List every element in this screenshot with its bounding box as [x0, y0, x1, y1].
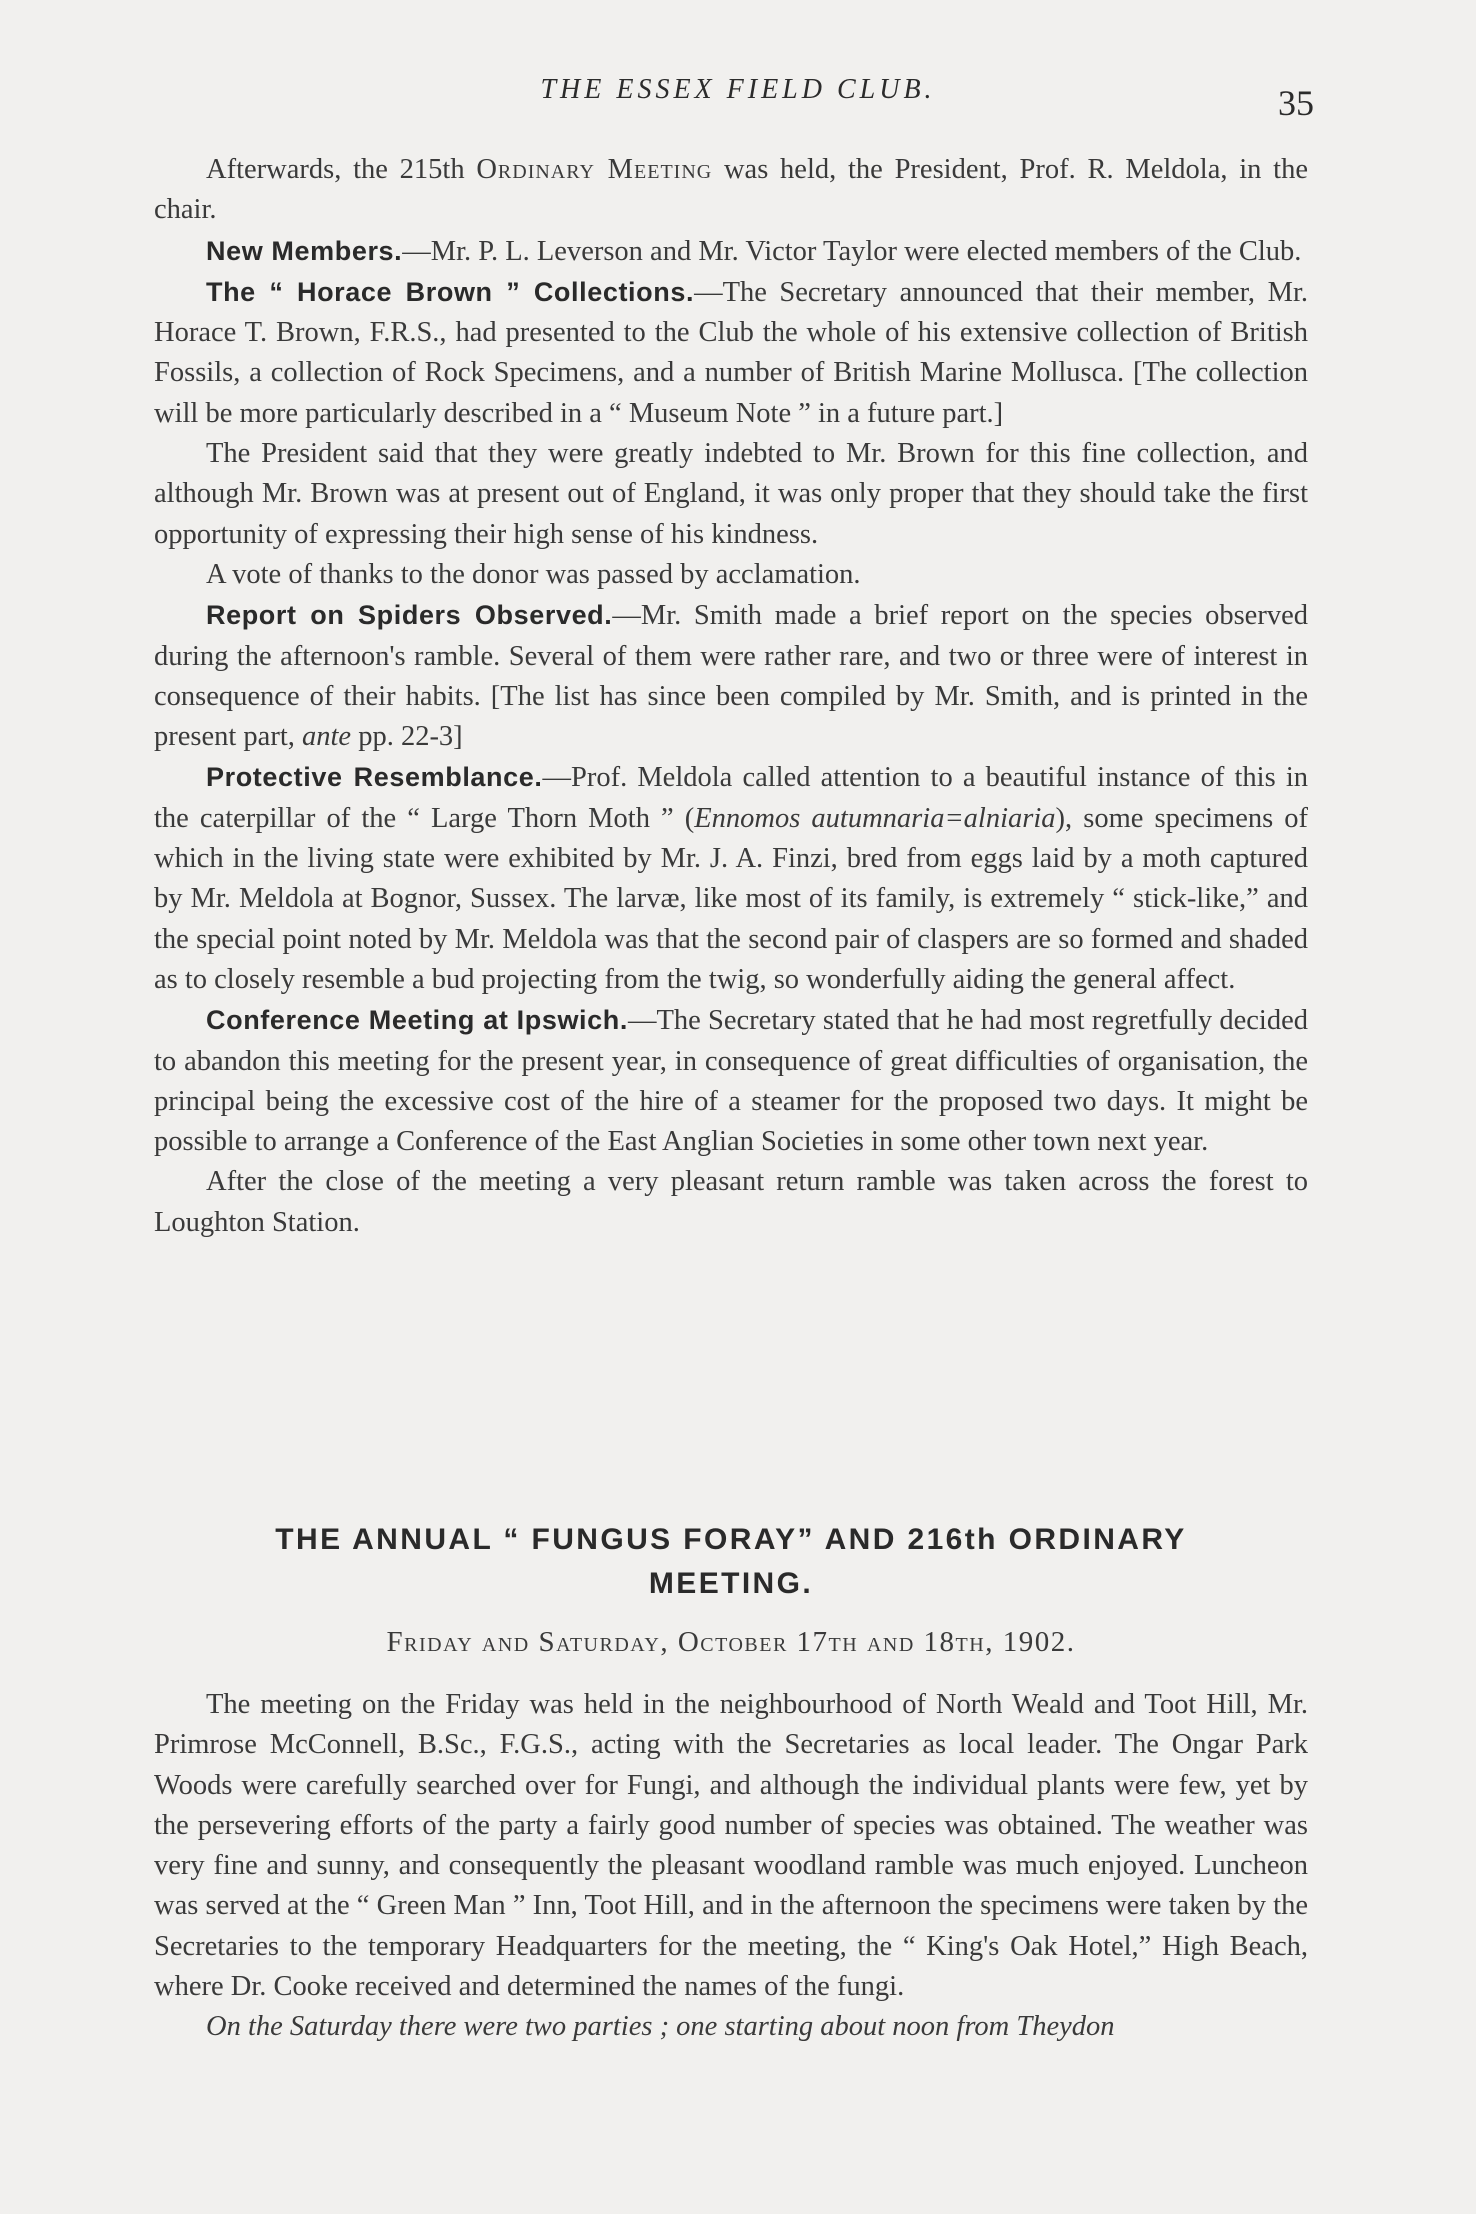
meeting-report	[154, 150, 1308, 1243]
new-members-heading: New Members.	[206, 235, 403, 266]
running-title: THE ESSEX FIELD CLUB.	[540, 74, 936, 105]
vote-paragraph: A vote of thanks to the donor was passed by acclamation.	[206, 558, 861, 590]
species-name: Ennomos autumnaria=alniaria	[694, 802, 1056, 834]
page-number: 35	[1278, 83, 1314, 123]
conference-paragraph: Conference Meeting at Ipswich.—The Secretary stated that he had most regretfully decided to abandon this meeting for the present year, in consequence of great difficulties of organisation, the principal being the excessive cost of the hire of a steamer for the proposed two days. It might be possible to arrange a Conference of the East Anglian Societies in some other town next year.	[154, 1005, 1308, 1158]
meeting-intro-paragraph: Afterwards, the 215th Ordinary Meeting was held, the President, Prof. R. Meldola, in the chair.	[154, 154, 1308, 226]
horace-brown-paragraph: The “ Horace Brown ” Collections.—The Secretary announced that their member, Mr. Horace T. Brown, F.R.S., had presented to the Club the whole of his extensive collection of British Fossils, a collection of Rock Specimens, and a number of British Marine Mollusca. [The collection will be more particularly described in a “ Museum Note ” in a future part.]	[154, 276, 1308, 429]
closing-paragraph: After the close of the meeting a very pleasant return ramble was taken across the forest to Loughton Station.	[154, 1166, 1308, 1238]
protective-resemblance-heading: Protective Resemblance.	[206, 762, 543, 793]
spiders-heading: Report on Spiders Observed.	[206, 600, 613, 631]
president-paragraph: The President said that they were greatly indebted to Mr. Brown for this fine collection, and although Mr. Brown was at present out of England, it was only proper that they should take the first opportunity of expressing their high sense of his kindness.	[154, 438, 1308, 550]
spiders-paragraph: Report on Spiders Observed.—Mr. Smith made a brief report on the species observed during the afternoon's ramble. Several of them were rather rare, and two or three were of interest in consequence of their habits. [The list has since been compiled by Mr. Smith, and is printed in the present part, ante pp. 22-3]	[154, 600, 1308, 753]
horace-brown-heading: The “ Horace Brown ” Collections.	[206, 276, 695, 307]
friday-paragraph: The meeting on the Friday was held in the neighbourhood of North Weald and Toot Hill, Mr. Primrose McConnell, B.Sc., F.G.S., acting with the Secretaries as local leader. The Ongar Park Woods were carefully searched over for Fungi, and although the individual plants were few, yet by the persevering efforts of the party a fairly good number of species was obtained. The weather was very fine and sunny, and consequently the pleasant woodland ramble was much enjoyed. Luncheon was served at the “ Green Man ” Inn, Toot Hill, and in the afternoon the specimens were taken by the Secretaries to the temporary Headquarters for the meeting, the “ King's Oak Hotel,” High Beach, where Dr. Cooke received and determined the names of the fungi.	[154, 1689, 1308, 2003]
protective-resemblance-paragraph: Protective Resemblance.—Prof. Meldola called attention to a beautiful instance of this in the caterpillar of the “ Large Thorn Moth ” (Ennomos autumnaria=alniaria), some specimens of which in the living state were exhibited by Mr. J. A. Finzi, bred from eggs laid by a moth captured by Mr. Meldola at Bognor, Sussex. The larvæ, like most of its family, is extremely “ stick-like,” and the special point noted by Mr. Meldola was that the second pair of claspers are so formed and shaded as to closely resemble a bud projecting from the twig, so wonderfully aiding the general affect.	[154, 762, 1309, 995]
ordinary-meeting-smallcaps: Ordinary Meeting	[476, 154, 713, 185]
meeting-date-line: Friday and Saturday, October 17th and 18th, 1902.	[386, 1626, 1076, 1658]
new-members-paragraph: New Members.—Mr. P. L. Leverson and Mr. Victor Taylor were elected members of the Club.	[206, 235, 1302, 267]
fungus-foray-heading: THE ANNUAL “ FUNGUS FORAY” AND 216th ORDINARY MEETING.	[275, 1523, 1187, 1600]
fungus-foray-report	[154, 1685, 1308, 2048]
saturday-paragraph: On the Saturday there were two parties ; one starting about noon from Theydon	[206, 2011, 1115, 2043]
conference-heading: Conference Meeting at Ipswich.	[206, 1005, 628, 1036]
